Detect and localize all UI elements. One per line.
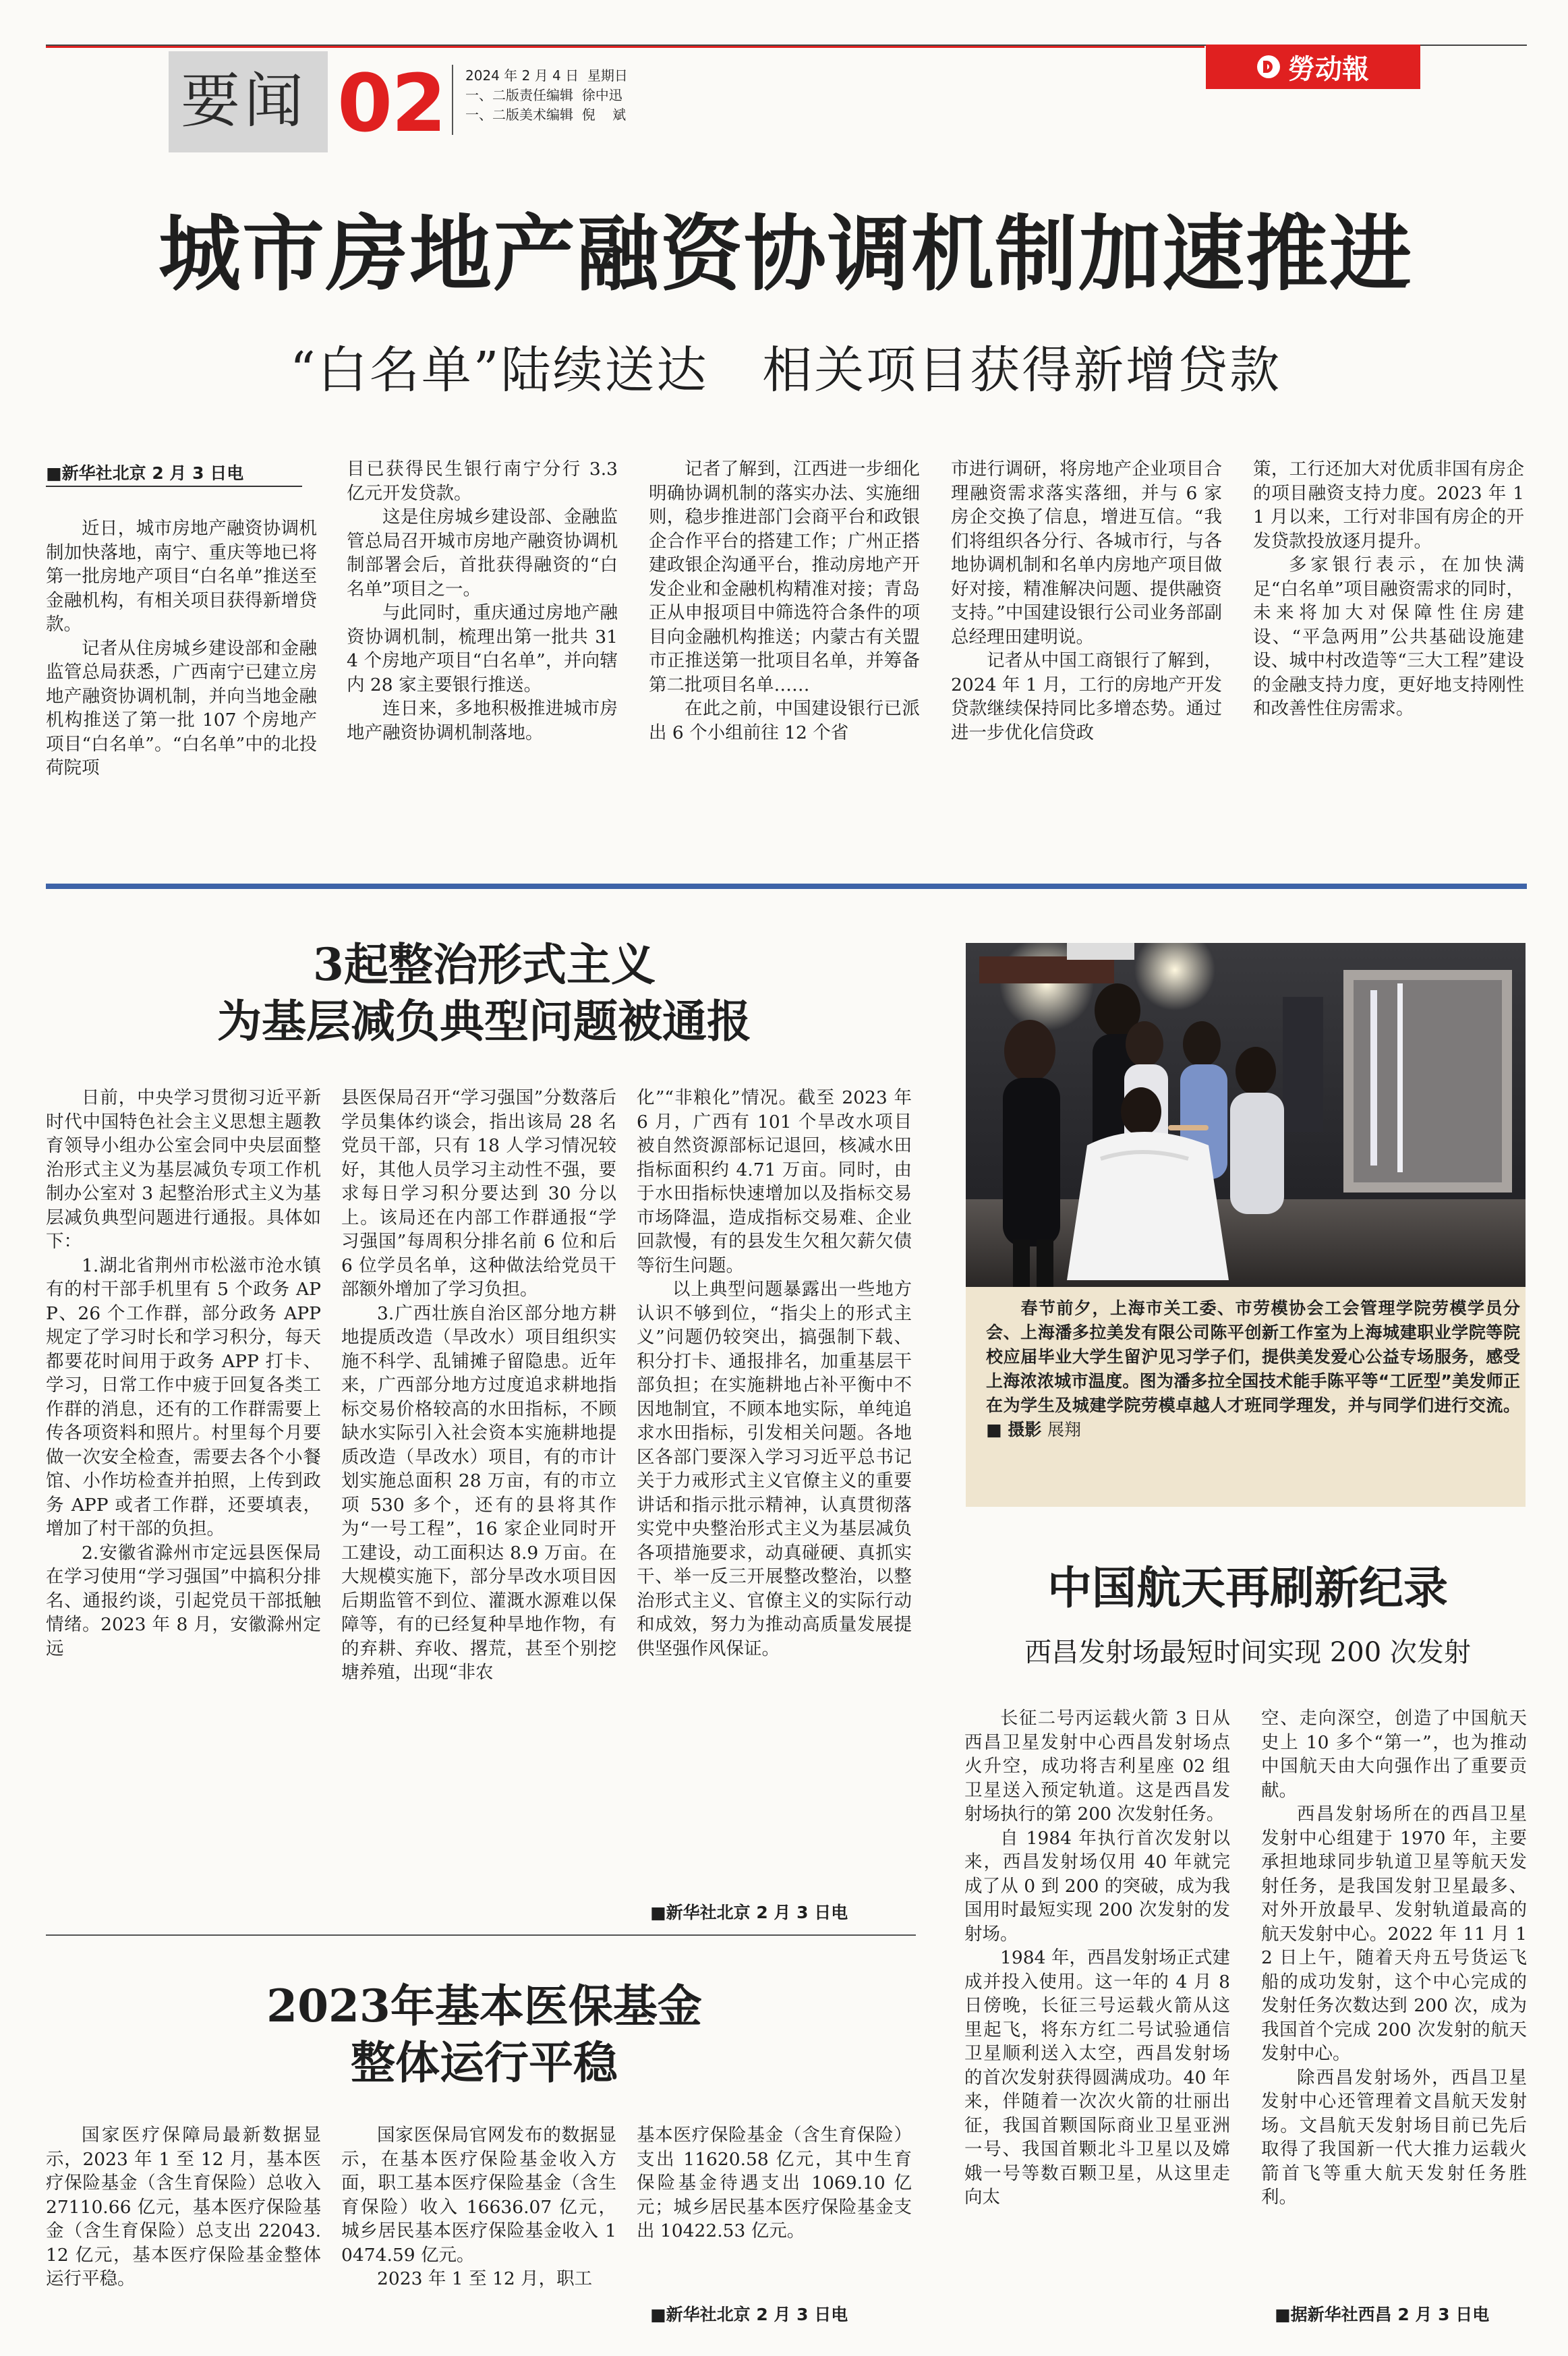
- space-paragraph: 空、走向深空，创造了中国航天史上 10 多个“第一”，也为推动中国航天由大向强作出了重要贡献。: [1261, 1708, 1527, 1801]
- space-column-1: [964, 1706, 1230, 2210]
- lead-paragraph: 这是住房城乡建设部、金融监管总局召开城市房地产融资协调机制部署会后，首批获得融资的“白名单”项目之一。: [347, 507, 618, 600]
- medical-column-3: [637, 2123, 912, 2243]
- lead-byline: ■新华社北京 2 月 3 日电: [46, 463, 244, 483]
- art-editor-line: 一、二版美术编辑 倪 斌: [465, 107, 627, 123]
- lead-column-4: [951, 457, 1222, 745]
- space-paragraph: 西昌发射场所在的西昌卫星发射中心组建于 1970 年，主要承担地球同步轨道卫星等航天发射任务，是我国发射卫星最多、对外开放最早、发射轨道最高的航天发射中心。2022 年 11 月 12 日上午，随着天舟五号货运飞船的成功发射，这个中心完成的发射任务次数达到 200 次，成为我国首个完成 200 次发射的航天发射中心。: [1261, 1804, 1527, 2064]
- formalism-column-1: [46, 1086, 321, 1661]
- photo-caption-text: 春节前夕，上海市关工委、市劳模协会工会管理学院劳模学员分会、上海潘多拉美发有限公司陈平创新工作室为上海城建职业学院等院校应届毕业大学生留沪见习学子们，提供美发爱心公益专场服务，感受上海浓浓城市温度。图为潘多拉全国技术能手陈平等“工匠型”美发师正在为学生及城建学院劳模卓越人才班同学理发，并与同学们进行交流。: [986, 1298, 1520, 1415]
- lead-subheadline: “白名单”陆续送达 相关项目获得新增贷款: [289, 341, 1282, 399]
- formalism-paragraph: 日前，中央学习贯彻习近平新时代中国特色社会主义思想主题教育领导小组办公室会同中央层面整治形式主义为基层减负专项工作机制办公室对 3 起整治形式主义为基层减负典型问题进行通报。具体如下：: [46, 1087, 321, 1252]
- lead-column-3: [649, 457, 920, 745]
- space-paragraph: 自 1984 年执行首次发射以来，西昌发射场仅用 40 年就完成了从 0 到 200 的突破，成为我国用时最短实现 200 次发射的发射场。: [964, 1827, 1230, 1945]
- medical-paragraph: 2023 年 1 至 12 月，职工: [377, 2268, 593, 2289]
- lead-byline-rule: [46, 486, 302, 487]
- lead-column-1: [46, 517, 317, 780]
- formalism-paragraph: 1.湖北省荆州市松滋市沧水镇有的村干部手机里有 5 个政务 APP、26 个工作群，部分政务 APP 规定了学习时长和学习积分，每天都要花时间用于政务 APP 打卡、学习，日常工作中疲于回复各类工作群的消息，还有的工作群需要上传各项资料和照片。村里每个月要做一次安全检查，需要去各个小餐馆、小作坊检查并拍照，上传到政务 APP 或者工作群，还要填表，增加了村干部的负担。: [46, 1255, 321, 1539]
- space-paragraph: 长征二号丙运载火箭 3 日从西昌卫星发射中心西昌发射场点火升空，成功将吉利星座 02 组卫星送入预定轨道。这是西昌发射场执行的第 200 次发射任务。: [964, 1708, 1230, 1825]
- lead-column-2: [347, 457, 618, 745]
- lead-paragraph: 连日来，多地积极推进城市房地产融资协调机制落地。: [347, 698, 618, 743]
- photo-credit-name: 展翔: [1047, 1420, 1082, 1439]
- space-headline: 中国航天再刷新纪录: [1047, 1561, 1448, 1614]
- formalism-paragraph: 2.安徽省滁州市定远县医保局在学习使用“学习强国”中搞积分排名、通报约谈，引起党员干部抵触情绪。2023 年 8 月，安徽滁州定远: [46, 1542, 321, 1659]
- lead-paragraph: 近日，城市房地产融资协调机制加快落地，南宁、重庆等地已将第一批房地产项目“白名单”推送至金融机构，有相关项目获得新增贷款。: [46, 518, 317, 635]
- lead-paragraph: 策，工行还加大对优质非国有房企的项目融资支持力度。2023 年 11 月以来，工行对非国有房企的开发贷款投放逐月提升。: [1253, 459, 1524, 552]
- formalism-column-3: [637, 1086, 912, 1661]
- medical-column-1: [46, 2123, 321, 2291]
- formalism-paragraph: 以上典型问题暴露出一些地方认识不够到位，“指尖上的形式主义”问题仍较突出，搞强制下载、积分打卡、通报排名，加重基层干部负担；在实施耕地占补平衡中不因地制宜，不顾本地实际，单纯追求水田指标，引发相关问题。各地区各部门要深入学习习近平总书记关于力戒形式主义官僚主义的重要讲话和指示批示精神，认真贯彻落实党中央整治形式主义为基层减负各项措施要求，动真碰硬、真抓实干、举一反三开展整改整治，以整治形式主义、官僚主义的实际行动和成效，努力为推动高质量发展提供坚强作风保证。: [637, 1279, 912, 1659]
- lead-paragraph: 多家银行表示，在加快满足“白名单”项目融资需求的同时，未来将加大对保障性住房建设、“平急两用”公共基础设施建设、城中村改造等“三大工程”建设的金融支持力度，更好地支持刚性和改善性住房需求。: [1253, 554, 1524, 719]
- formalism-bottom-rule: [46, 1934, 916, 1936]
- lead-headline: 城市房地产融资协调机制加速推进: [158, 205, 1413, 302]
- photo-credit-label: ■ 摄影: [986, 1420, 1042, 1439]
- brand-name: 勞动報: [1288, 53, 1369, 85]
- lead-paragraph: 记者从住房城乡建设部和金融监管总局获悉，广西南宁已建立房地产融资协调机制，并向当地金融机构推送了第一批 107 个房地产项目“白名单”。“白名单”中的北投荷院项: [46, 637, 317, 778]
- lead-paragraph: 市进行调研，将房地产企业项目合理融资需求落实落细，并与 6 家房企交换了信息，增进互信。“我们将组织各分行、各城市行，与各地协调机制和名单内房地产项目做好对接，精准解决问题、提供融资支持。”中国建设银行公司业务部副总经理田建明说。: [951, 459, 1222, 648]
- medical-paragraph: 国家医保局官网发布的数据显示，在基本医疗保险基金收入方面，职工基本医疗保险基金（含生育保险）收入 16636.07 亿元，城乡居民基本医疗保险基金收入 10474.59 亿元。: [341, 2125, 616, 2266]
- medical-paragraph: 国家医疗保障局最新数据显示，2023 年 1 至 12 月，基本医疗保险基金（含生育保险）总收入 27110.66 亿元，基本医疗保险基金（含生育保险）总支出 22043.12 亿元，基本医疗保险基金整体运行平稳。: [46, 2125, 321, 2289]
- lead-paragraph: 记者从中国工商银行了解到，2024 年 1 月，工行的房地产开发贷款继续保持同比多增态势。通过进一步优化信贷政: [951, 650, 1222, 743]
- medical-column-2: [341, 2123, 616, 2291]
- photo-caption: [986, 1296, 1520, 1442]
- medical-headline: 2023年基本医保基金 整体运行平稳: [266, 1980, 702, 2089]
- space-subheadline: 西昌发射场最短时间实现 200 次发射: [1024, 1637, 1471, 1668]
- space-byline: ■据新华社西昌 2 月 3 日电: [1275, 2305, 1490, 2324]
- lead-paragraph: 在此之前，中国建设银行已派出 6 个小组前往 12 个省: [649, 698, 920, 743]
- space-paragraph: 除西昌发射场外，西昌卫星发射中心还管理着文昌航天发射场。文昌航天发射场目前已先后取得了我国新一代大推力运载火箭首飞等重大航天发射任务胜利。: [1261, 2067, 1527, 2208]
- space-column-2: [1261, 1706, 1527, 2210]
- formalism-column-2: [341, 1086, 616, 1685]
- section-divider-blue: [46, 884, 1527, 889]
- medical-byline: ■新华社北京 2 月 3 日电: [650, 2305, 848, 2324]
- newspaper-brand: [1206, 45, 1420, 89]
- header-vertical-divider: [452, 65, 453, 135]
- space-paragraph: 1984 年，西昌发射场正式建成并投入使用。这一年的 4 月 8 日傍晚，长征三号运载火箭从这里起飞，将东方红二号试验通信卫星顺利送入太空，西昌发射场的首次发射获得圆满成功。40 年来，伴随着一次次火箭的壮丽出征，我国首颗国际商业卫星亚洲一号、我国首颗北斗卫星以及嫦娥一号等数百颗卫星，从这里走向太: [964, 1947, 1230, 2208]
- formalism-byline: ■新华社北京 2 月 3 日电: [650, 1903, 848, 1922]
- section-label: 要闻: [181, 66, 308, 136]
- lead-paragraph: 记者了解到，江西进一步细化明确协调机制的落实办法、实施细则，稳步推进部门会商平台和政银企合作平台的搭建工作；广州正搭建政银企沟通平台，推动房地产开发企业和金融机构精准对接；青岛正从申报项目中筛选符合条件的项目向金融机构推送；内蒙古有关盟市正推送第一批项目名单，并筹备第二批项目名单……: [649, 459, 920, 695]
- lead-paragraph: 目已获得民生银行南宁分行 3.3 亿元开发贷款。: [347, 459, 618, 504]
- lead-paragraph: 与此同时，重庆通过房地产融资协调机制，梳理出第一批共 314 个房地产项目“白名单”，并向辖内 28 家主要银行推送。: [347, 602, 618, 695]
- brand-logo-icon: [1257, 55, 1280, 78]
- formalism-headline: 3起整治形式主义 为基层减负典型问题被通报: [217, 938, 751, 1047]
- formalism-paragraph: 县医保局召开“学习强国”分数落后学员集体约谈会，指出该局 28 名党员干部，只有 18 人学习情况较好，其他人员学习主动性不强，要求每日学习积分要达到 30 分以上。该局还在内部工作群通报“学习强国”每周积分排名前 6 位和后 6 位学员名单，这种做法给党员干部额外增加了学习负担。: [341, 1087, 616, 1300]
- lead-column-5: [1253, 457, 1524, 721]
- date-line: 2024 年 2 月 4 日 星期日: [465, 67, 628, 84]
- formalism-paragraph: 化”“非粮化”情况。截至 2023 年 6 月，广西有 101 个旱改水项目被自然资源部标记退回，核减水田指标面积约 4.71 万亩。同时，由于水田指标快速增加以及指标交易市场降温，造成指标交易难、企业回款慢，有的县发生欠租欠薪欠债等衍生问题。: [637, 1087, 912, 1276]
- news-photo: [966, 943, 1526, 1287]
- page-number: 02: [337, 57, 446, 150]
- medical-paragraph: 基本医疗保险基金（含生育保险）支出 11620.58 亿元，其中生育保险基金待遇支出 1069.10 亿元；城乡居民基本医疗保险基金支出 10422.53 亿元。: [637, 2125, 912, 2241]
- salon-photo-illustration: [966, 943, 1526, 1287]
- formalism-paragraph: 3.广西壮族自治区部分地方耕地提质改造（旱改水）项目组织实施不科学、乱铺摊子留隐患。近年来，广西部分地方过度追求耕地指标交易价格较高的水田指标，不顾缺水实际引入社会资本实施耕地提质改造（旱改水）项目，有的市计划实施总面积 28 万亩，有的市立项 530 多个，还有的县将其作为“一号工程”，16 家企业同时开工建设，动工面积达 8.9 万亩。在大规模实施下，部分旱改水项目因后期监管不到位、灌溉水源难以保障等，有的已经复种旱地作物，有的弃耕、弃收、撂荒，甚至个别挖塘养殖，出现“非农: [341, 1302, 616, 1683]
- editor-line: 一、二版责任编辑 徐中迅: [465, 87, 622, 103]
